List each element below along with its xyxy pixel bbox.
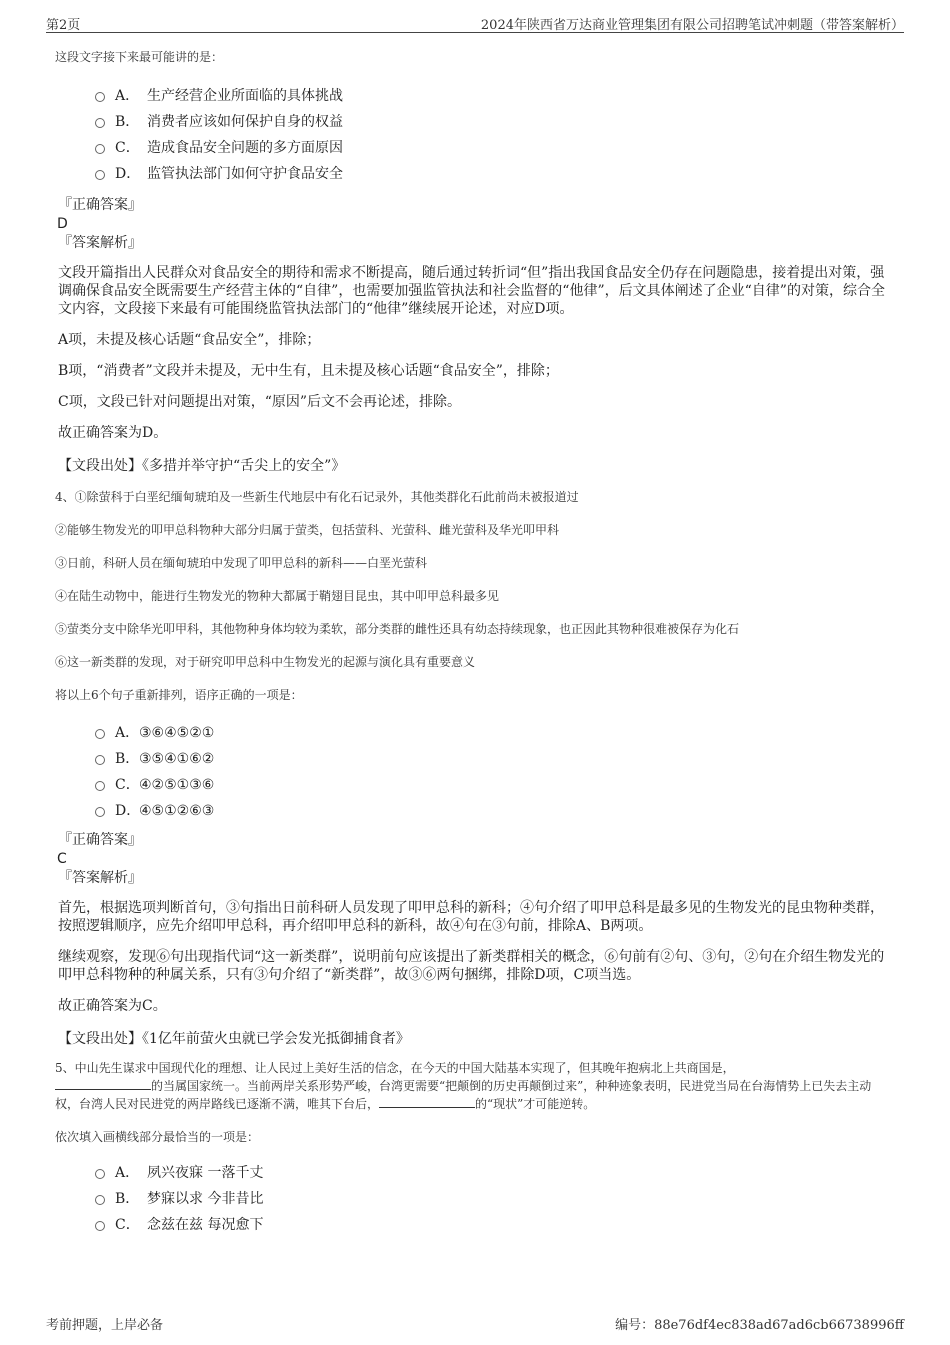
analysis-paragraph: 故正确答案为D。 xyxy=(58,425,168,441)
source-citation: 【文段出处】《1亿年前萤火虫就已学会发光抵御捕食者》 xyxy=(58,1031,410,1047)
sentence: ⑥这一新类群的发现，对于研究叩甲总科中生物发光的起源与演化具有重要意义 xyxy=(55,655,476,669)
answer-value: D xyxy=(57,216,68,232)
document-id: 编号：88e76df4ec838ad67ad6cb66738996ff xyxy=(615,1318,904,1333)
sentence: ⑤萤类分支中除华光叩甲科，其他物种身体均较为柔软，部分类群的雌性还具有幼态持续现象，也正因此其物种很难被保存为化石 xyxy=(55,622,740,636)
radio-icon[interactable] xyxy=(95,1221,105,1231)
options-list xyxy=(95,83,895,187)
analysis-paragraph: 继续观察，发现⑥句出现指代词“这一新类群”，说明前句应该提出了新类群相关的概念，⑥句前有②句、③句，②句在介绍生物发光的叩甲总科物种的种属关系，只有③句介绍了“新类群”，故③⑥两句捆绑，排除D项，C项当选。 xyxy=(58,949,885,983)
option-c[interactable]: C．④②⑤①③⑥ xyxy=(95,772,895,798)
options-list xyxy=(95,720,895,824)
sentence: ③日前，科研人员在缅甸琥珀中发现了叩甲总科的新科——白垩光萤科 xyxy=(55,556,428,570)
radio-icon[interactable] xyxy=(95,118,105,128)
question-stem: 这段文字接下来最可能讲的是： xyxy=(55,50,224,64)
option-a[interactable]: A． 夙兴夜寐 一落千丈 xyxy=(95,1160,895,1186)
radio-icon[interactable] xyxy=(95,755,105,765)
question-text: 5、中山先生谋求中国现代化的理想、让人民过上美好生活的信念，在今天的中国大陆基本实现了，但其晚年抱病北上共商国是， 的当属国家统一。当前两岸关系形势严峻，台湾更需要“把颠倒的历史再颠倒过来”，种种迹象表明，民进党当局在台海情势上已失去主动权，台湾人民对民进党的两岸路线已逐渐不满，唯其下台后， 的“现状”才可能逆转。 xyxy=(55,1061,872,1111)
analysis-paragraph: 文段开篇指出人民群众对食品安全的期待和需求不断提高，随后通过转折词“但”指出我国食品安全仍存在问题隐患，接着提出对策，强调确保食品安全既需要生产经营主体的“自律”，也需要加强监管执法和社会监督的“他律”，后文具体阐述了企业“自律”的对策，综合全文内容，文段接下来最有可能围绕监管执法部门的“他律”继续展开论述，对应D项。 xyxy=(58,265,885,317)
analysis-paragraph: A项，未提及核心话题“食品安全”，排除； xyxy=(58,332,321,348)
footer-slogan: 考前押题，上岸必备 xyxy=(46,1318,164,1333)
analysis-paragraph: 故正确答案为C。 xyxy=(58,998,167,1014)
radio-icon[interactable] xyxy=(95,92,105,102)
analysis-label: 『答案解析』 xyxy=(58,235,142,251)
sentence: ④在陆生动物中，能进行生物发光的物种大都属于鞘翅目昆虫，其中叩甲总科最多见 xyxy=(55,589,500,603)
radio-icon[interactable] xyxy=(95,1169,105,1179)
document-title: 2024年陕西省万达商业管理集团有限公司招聘笔试冲刺题（带答案解析） xyxy=(480,18,904,33)
answer-value: C xyxy=(57,851,67,867)
page-header xyxy=(46,14,904,33)
blank-line xyxy=(379,1095,475,1108)
blank-line xyxy=(55,1077,151,1090)
option-d[interactable]: D． 监管执法部门如何守护食品安全 xyxy=(95,161,895,187)
analysis-paragraph: 首先，根据选项判断首句，③句指出日前科研人员发现了叩甲总科的新科；④句介绍了叩甲总科是最多见的生物发光的昆虫物种类群，按照逻辑顺序，应先介绍叩甲总科，再介绍叩甲总科的新科，故④句在③句前，排除A、B两项。 xyxy=(58,900,884,934)
analysis-label: 『答案解析』 xyxy=(58,870,142,886)
answer-label: 『正确答案』 xyxy=(58,197,142,213)
option-a[interactable]: A．③⑥④⑤②① xyxy=(95,720,895,746)
radio-icon[interactable] xyxy=(95,781,105,791)
option-b[interactable]: B． 梦寐以求 今非昔比 xyxy=(95,1186,895,1212)
radio-icon[interactable] xyxy=(95,807,105,817)
question-stem: 依次填入画横线部分最恰当的一项是： xyxy=(55,1130,260,1144)
answer-label: 『正确答案』 xyxy=(58,832,142,848)
options-list xyxy=(95,1160,895,1238)
radio-icon[interactable] xyxy=(95,144,105,154)
sentence: 4、①除萤科于白垩纪缅甸琥珀及一些新生代地层中有化石记录外，其他类群化石此前尚未被报道过 xyxy=(55,490,579,504)
option-c[interactable]: C． 念兹在兹 每况愈下 xyxy=(95,1212,895,1238)
option-b[interactable]: B．③⑤④①⑥② xyxy=(95,746,895,772)
radio-icon[interactable] xyxy=(95,170,105,180)
option-b[interactable]: B． 消费者应该如何保护自身的权益 xyxy=(95,109,895,135)
option-c[interactable]: C． 造成食品安全问题的多方面原因 xyxy=(95,135,895,161)
sentence: ②能够生物发光的叩甲总科物种大部分归属于萤类，包括萤科、光萤科、雌光萤科及华光叩甲科 xyxy=(55,523,560,537)
page-number: 第2页 xyxy=(46,18,81,33)
radio-icon[interactable] xyxy=(95,1195,105,1205)
radio-icon[interactable] xyxy=(95,729,105,739)
question-stem: 将以上6个句子重新排列，语序正确的一项是： xyxy=(55,688,303,702)
content xyxy=(55,48,895,1238)
source-citation: 【文段出处】《多措并举守护“舌尖上的安全”》 xyxy=(58,458,346,474)
analysis-paragraph: B项，“消费者”文段并未提及，无中生有，且未提及核心话题“食品安全”，排除； xyxy=(58,363,559,379)
option-a[interactable]: A． 生产经营企业所面临的具体挑战 xyxy=(95,83,895,109)
option-d[interactable]: D．④⑤①②⑥③ xyxy=(95,798,895,824)
analysis-paragraph: C项，文段已针对问题提出对策，“原因”后文不会再论述，排除。 xyxy=(58,394,462,410)
